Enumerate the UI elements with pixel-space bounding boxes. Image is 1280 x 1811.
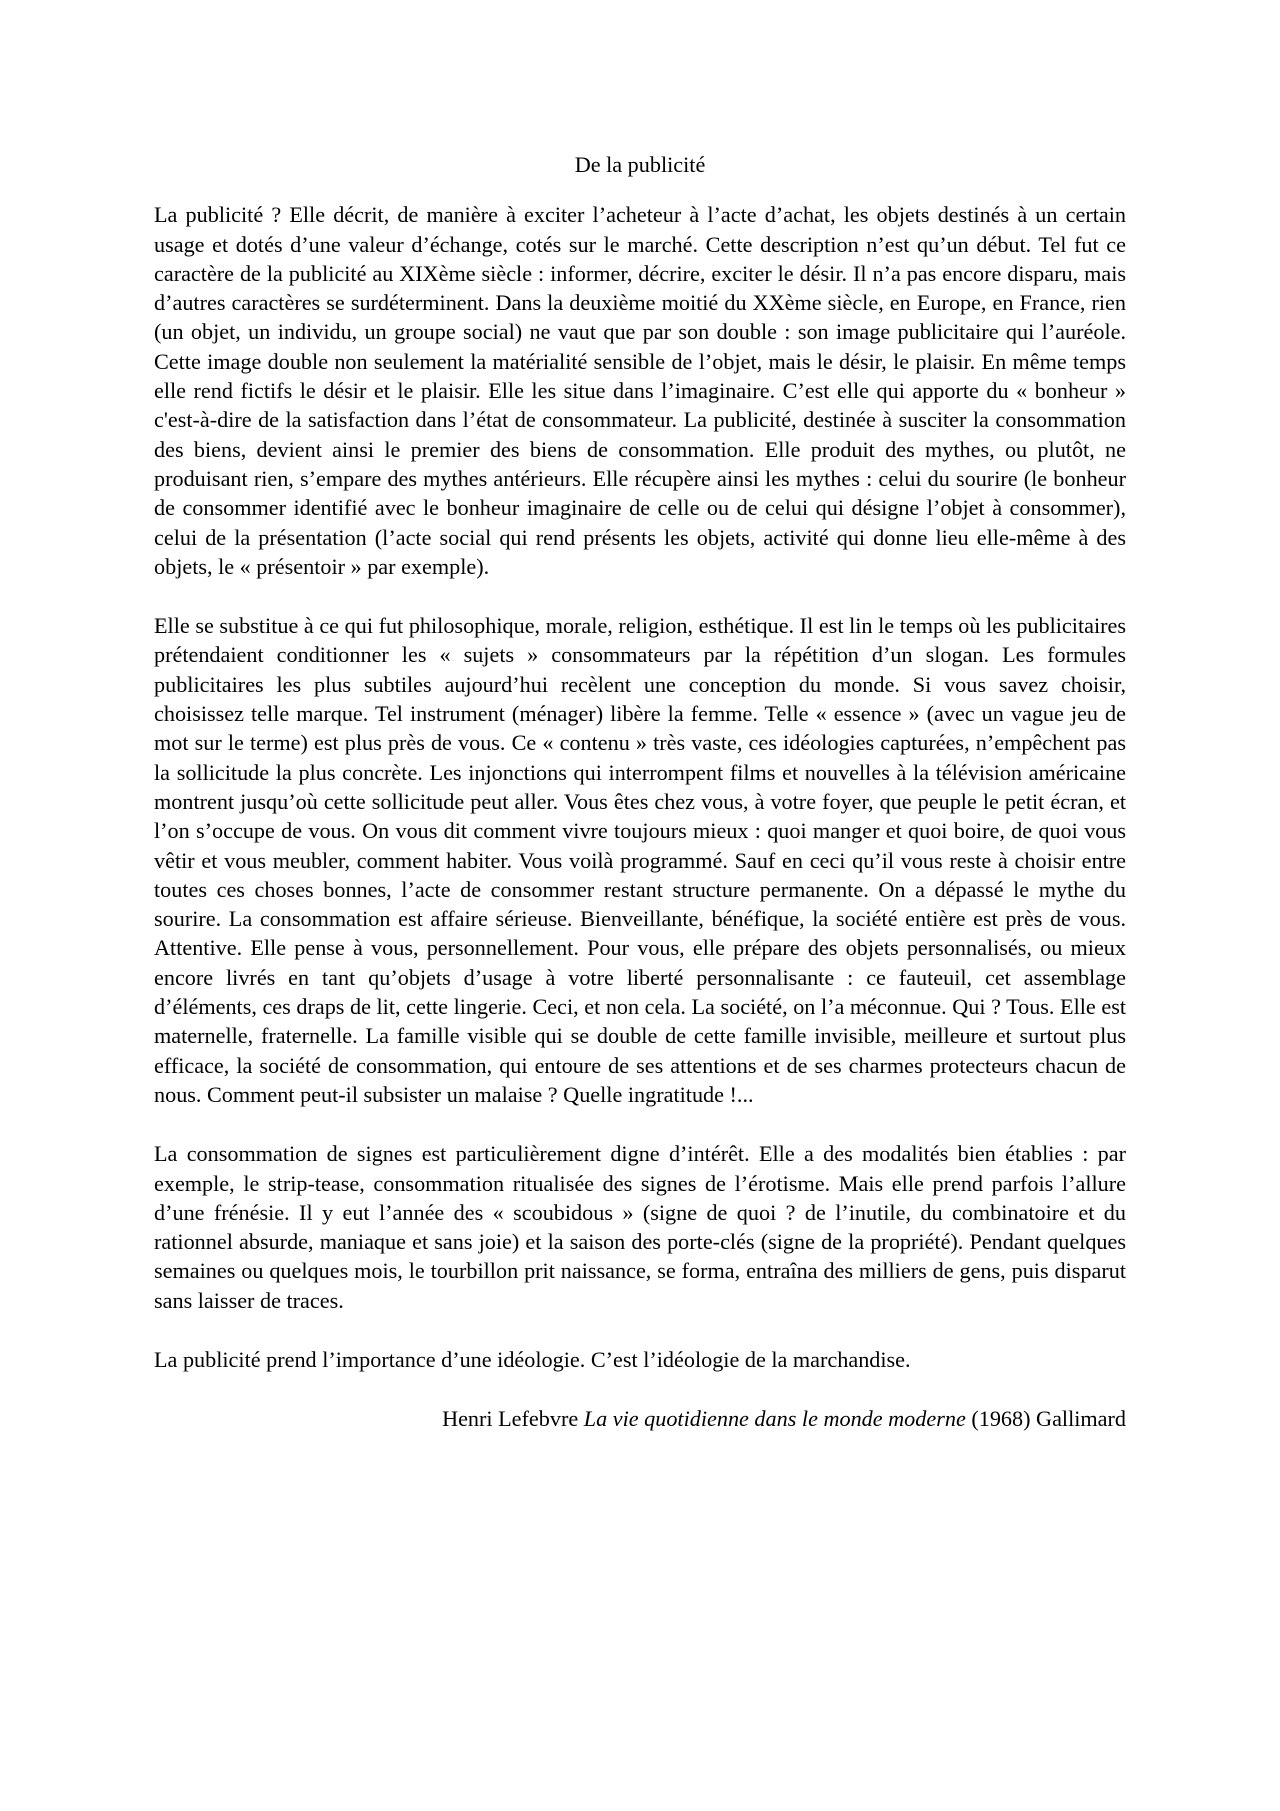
attribution-publisher: Gallimard xyxy=(1036,1406,1126,1432)
attribution-author: Henri Lefebvre xyxy=(442,1406,579,1432)
document-title: De la publicité xyxy=(574,152,706,177)
document-body xyxy=(154,150,1126,1434)
paragraph-4: La publicité prend l’importance d’une idéologie. C’est l’idéologie de la marchandise. xyxy=(154,1346,911,1372)
attribution-work: La vie quotidienne dans le monde moderne xyxy=(583,1406,966,1432)
attribution xyxy=(154,1404,1126,1433)
attribution-year: (1968) xyxy=(971,1406,1031,1432)
paragraph-3: La consommation de signes est particulièrement digne d’intérêt. Elle a des modalités bien établies : par exemple, le strip-tease, consommation ritualisée des signes de l’érotisme. Mais elle prend parfois l’allure d’une frénésie. Il y eut l’année des « scoubidous » (signe de quoi ? de l’inutile, du combinatoire et du rationnel absurde, maniaque et sans joie) et la saison des porte-clés (signe de la propriété). Pendant quelques semaines ou quelques mois, le tourbillon prit naissance, se forma, entraîna des milliers de gens, puis disparut sans laisser de traces. xyxy=(154,1141,1126,1313)
paragraph-2: Elle se substitue à ce qui fut philosophique, morale, religion, esthétique. Il est lin le temps où les publicitaires prétendaient conditionner les « sujets » consommateurs par la répétition d’un slogan. Les formules publicitaires les plus subtiles aujourd’hui recèlent une conception du monde. Si vous savez choisir, choisissez telle marque. Tel instrument (ménager) libère la femme. Telle « essence » (avec un vague jeu de mot sur le terme) est plus près de vous. Ce « contenu » très vaste, ces idéologies capturées, n’empêchent pas la sollicitude la plus concrète. Les injonctions qui interrompent films et nouvelles à la télévision américaine montrent jusqu’où cette sollicitude peut aller. Vous êtes chez vous, à votre foyer, que peuple le petit écran, et l’on s’occupe de vous. On vous dit comment vivre toujours mieux : quoi manger et quoi boire, de quoi vous vêtir et vous meubler, comment habiter. Vous voilà programmé. Sauf en ceci qu’il vous reste à choisir entre toutes ces choses bonnes, l’acte de consommer restant structure permanente. On a dépassé le mythe du sourire. La consommation est affaire sérieuse. Bienveillante, bénéfique, la société entière est près de vous. Attentive. Elle pense à vous, personnellement. Pour vous, elle prépare des objets personnalisés, ou mieux encore livrés en tant qu’objets d’usage à votre liberté personnalisante : ce fauteuil, cet assemblage d’éléments, ces draps de lit, cette lingerie. Ceci, et non cela. La société, on l’a méconnue. Qui ? Tous. Elle est maternelle, fraternelle. La famille visible qui se double de cette famille invisible, meilleure et surtout plus efficace, la société de consommation, qui entoure de ses attentions et de ses charmes protecteurs chacun de nous. Comment peut-il subsister un malaise ? Quelle ingratitude !... xyxy=(154,613,1126,1107)
paragraph-1: La publicité ? Elle décrit, de manière à exciter l’acheteur à l’acte d’achat, les objets destinés à un certain usage et dotés d’une valeur d’échange, cotés sur le marché. Cette description n’est qu’un début. Tel fut ce caractère de la publicité au XIXème siècle : informer, décrire, exciter le désir. Il n’a pas encore disparu, mais d’autres caractères se surdéterminent. Dans la deuxième moitié du XXème siècle, en Europe, en France, rien (un objet, un individu, un groupe social) ne vaut que par son double : son image publicitaire qui l’auréole. Cette image double non seulement la matérialité sensible de l’objet, mais le désir, le plaisir. En même temps elle rend fictifs le désir et le plaisir. Elle les situe dans l’imaginaire. C’est elle qui apporte du « bonheur » c'est-à-dire de la satisfaction dans l’état de consommateur. La publicité, destinée à susciter la consommation des biens, devient ainsi le premier des biens de consommation. Elle produit des mythes, ou plutôt, ne produisant rien, s’empare des mythes antérieurs. Elle récupère ainsi les mythes : celui du sourire (le bonheur de consommer identifié avec le bonheur imaginaire de celle ou de celui qui désigne l’objet à consommer), celui de la présentation (l’acte social qui rend présents les objets, activité qui donne lieu elle-même à des objets, le « présentoir » par exemple). xyxy=(154,202,1126,579)
